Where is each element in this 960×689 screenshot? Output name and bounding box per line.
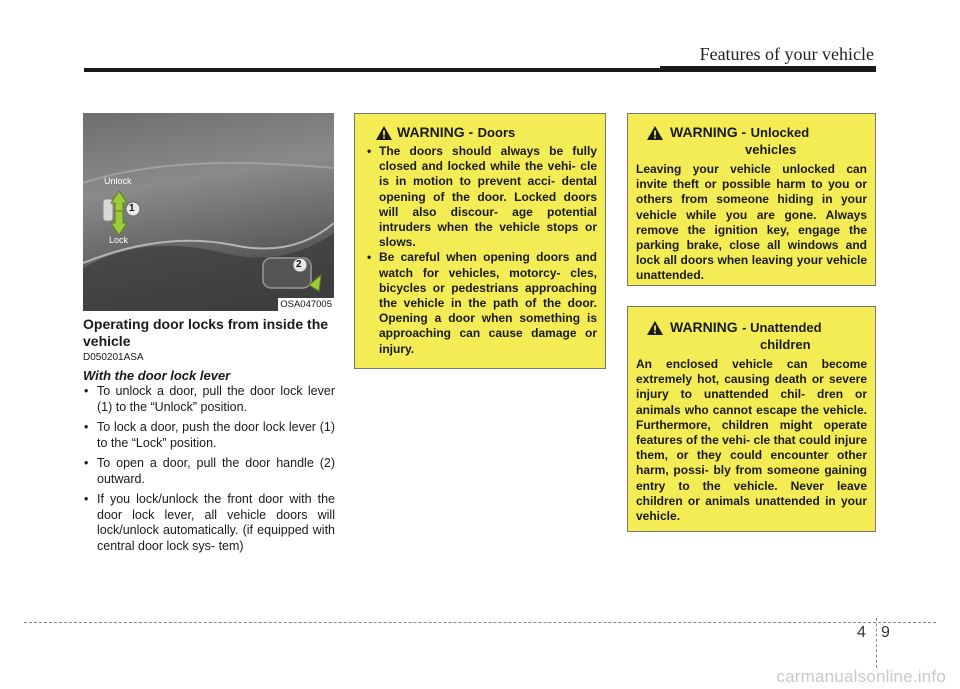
warning-word: WARNING - [397, 124, 474, 140]
list-item: • To lock a door, push the door lock lever (1) to the “Lock” position. [83, 420, 335, 451]
warning-topic: Doors [477, 125, 516, 140]
header-title: Features of your vehicle [699, 44, 874, 64]
warning-topic-line2: vehicles [745, 142, 797, 157]
warning-topic: Unlocked [750, 125, 810, 140]
photo-caption: OSA047005 [280, 299, 332, 310]
page-divider [876, 618, 877, 668]
warning-doors-heading [365, 124, 597, 141]
unlock-label: Unlock [104, 176, 132, 186]
door-panel-illustration [83, 113, 334, 311]
page-number: 9 [881, 624, 890, 641]
instruction-list [83, 384, 335, 559]
warning-word: WARNING - [670, 124, 747, 140]
door-lock-photo [83, 113, 334, 311]
warning-doors-list [365, 144, 597, 357]
header-rule-accent [660, 66, 876, 70]
list-item: • To open a door, pull the door handle (2) outward. [83, 456, 335, 487]
warning-unlocked-text: Leaving your vehicle unlocked can invite theft or possible harm to you or others from someone hiding in your vehicle while you are gone. Always remove the ignition key, engage the parking brake, close all windows and lock all doors when leaving your vehicle unattended. [636, 162, 867, 283]
warning-unlocked-box [627, 113, 876, 286]
list-item: • If you lock/unlock the front door with the door lock lever, all vehicle doors will lock/unlock automatically. (if equipped with central door lock sys- tem) [83, 492, 335, 554]
warning-children-heading [636, 319, 867, 353]
lock-label: Lock [109, 235, 129, 245]
warning-topic: - Unattended [742, 320, 822, 335]
warning-triangle-icon [646, 125, 664, 141]
warning-unlocked-heading [636, 124, 867, 158]
marker-1: 1 [129, 203, 135, 214]
marker-2: 2 [296, 259, 302, 270]
page-chapter: 4 [857, 624, 866, 641]
list-item: • To unlock a door, pull the door lock lever (1) to the “Unlock” position. [83, 384, 335, 415]
section-subtitle: With the door lock lever [83, 368, 231, 383]
section-code: D050201ASA [83, 352, 144, 363]
footer-rule [24, 622, 936, 623]
warning-children-box [627, 306, 876, 532]
list-item: • Be careful when opening doors and watch for vehicles, motorcy- cles, bicycles or pedestrians approaching the vehicle in the path of the door. Opening a door when something is approaching can cause damage or injury. [365, 250, 597, 356]
warning-triangle-icon [646, 320, 664, 336]
watermark: carmanualsonline.info [776, 667, 946, 686]
warning-topic-line2: children [760, 337, 811, 352]
warning-triangle-icon [375, 125, 393, 141]
warning-word: WARNING [670, 319, 738, 335]
list-item: • The doors should always be fully closed and locked while the vehi- cle is in motion to prevent acci- dental opening of the door. Locked doors will also discour- age potential intruders when the vehicle stops or slows. [365, 144, 597, 250]
warning-doors-box [354, 113, 606, 369]
section-title: Operating door locks from inside the vehicle [83, 316, 329, 349]
warning-children-text: An enclosed vehicle can become extremely hot, causing death or severe injury to unattended chil- dren or animals who cannot escape the vehicle. Furthermore, children might operate features of the vehi- cle that could injure them, or they could encounter other harm, possi- bly from someone gaining entry to the vehicle. Never leave children or animals unattended in your vehicle. [636, 357, 867, 524]
